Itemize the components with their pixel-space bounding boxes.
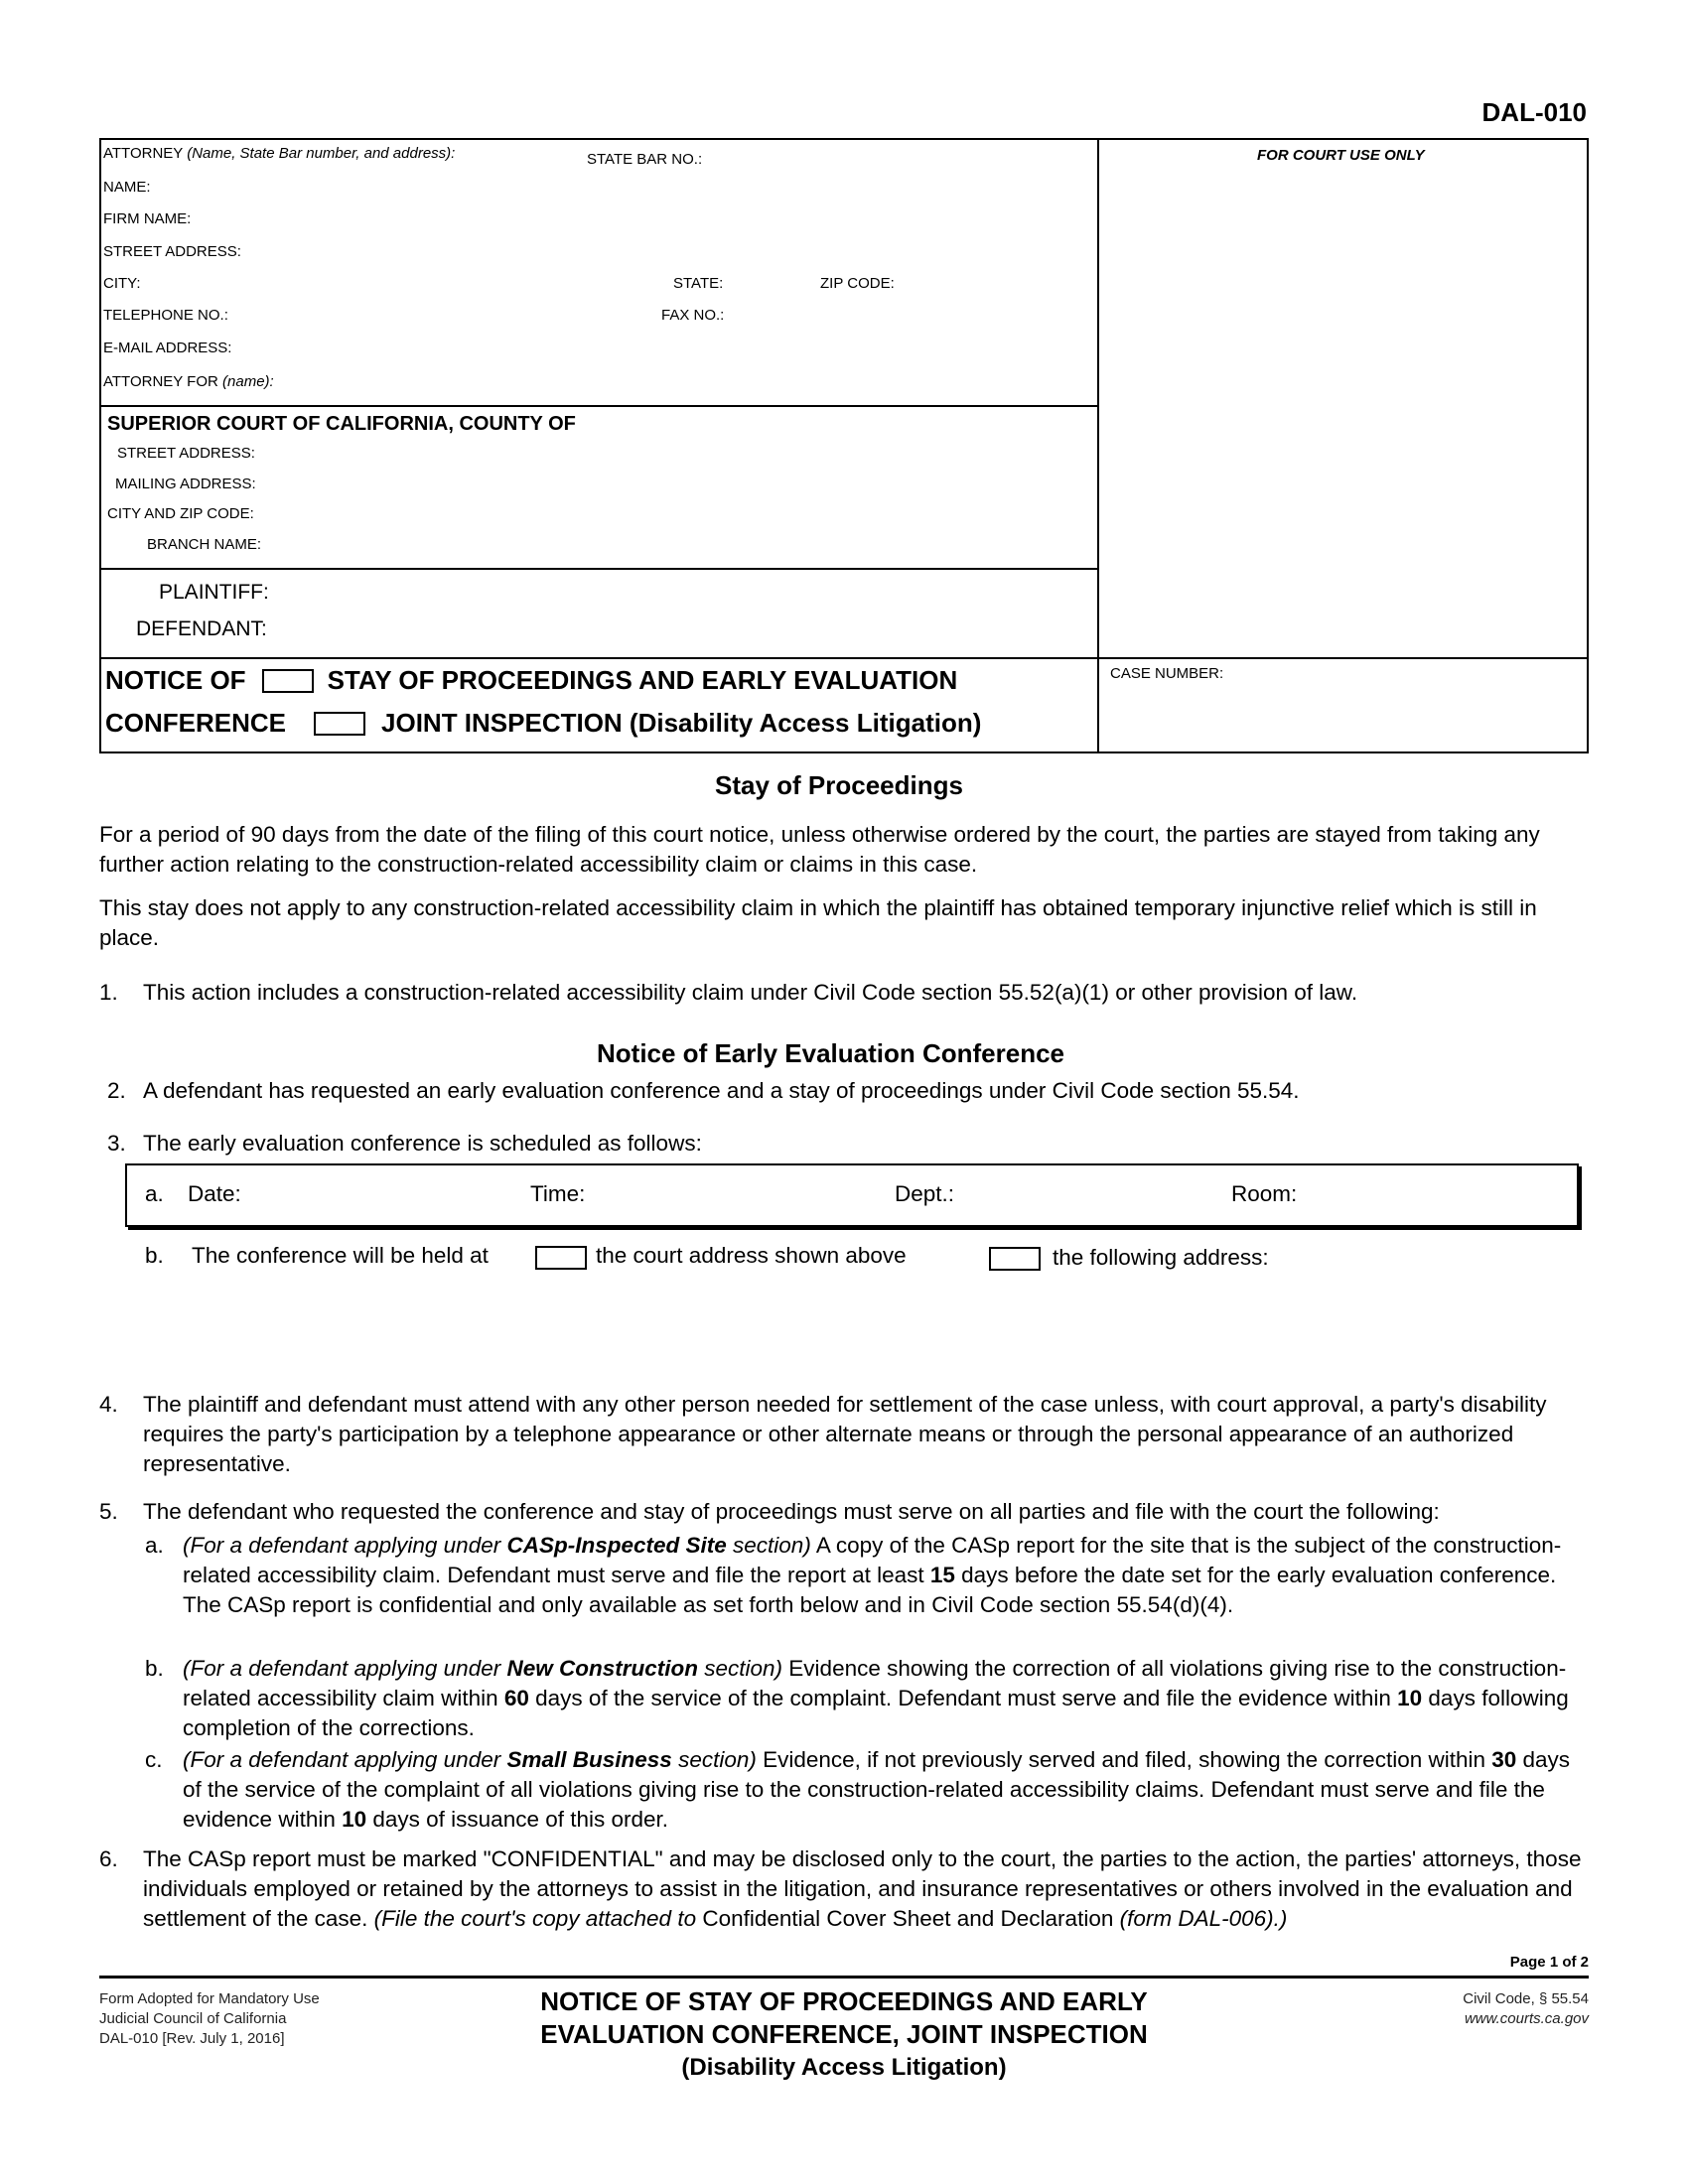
eec-heading: Notice of Early Evaluation Conference — [597, 1038, 1065, 1068]
stay-paragraph-1: For a period of 90 days from the date of the filing of this court notice, unless otherwise ordered by the court, the parties are stayed from taking any further action relating to the construction-related accessibility claim or claims in this case. — [99, 822, 1540, 877]
item-5c-text: (For a defendant applying under Small Business section) Evidence, if not previously served and filed, showing the correction within 30 days of the service of the complaint of all violations giving rise to the construction-related accessibility claims. Defendant must serve and file the evidence within 10 days of issuance of this order. — [183, 1747, 1571, 1832]
item-5b-letter: b. — [145, 1656, 164, 1681]
item-6-text: The CASp report must be marked "CONFIDENTIAL" and may be disclosed only to the court, the parties to the action, the parties' attorneys, those individuals employed or retained by the attorneys to assist in the litigation, and insurance representatives or others involved in the evaluation and settlement of the case. (File the court's copy attached to Confidential Cover Sheet and Declaration (form DAL-006).) — [143, 1846, 1582, 1931]
item-3-text: The early evaluation conference is scheduled as follows: — [143, 1131, 702, 1156]
item-4-text: The plaintiff and defendant must attend with any other person needed for settlement of the case unless, with court approval, a party's disability requires the party's participation by a telephone appearance or other alternate means or through the personal appearance of an authorized representative. — [143, 1392, 1547, 1476]
court-parties-divider — [99, 568, 1098, 570]
schedule-a-letter: a. — [145, 1181, 164, 1206]
parties-notice-divider — [99, 657, 1589, 659]
attorney-label: ATTORNEY (Name, State Bar number, and address): — [103, 145, 456, 162]
held-at-label: The conference will be held at — [192, 1243, 489, 1268]
item-4-number: 4. — [99, 1392, 118, 1417]
court-address-checkbox[interactable] — [535, 1246, 587, 1270]
footer-revision: DAL-010 [Rev. July 1, 2016] — [99, 2030, 285, 2047]
street-address-label: STREET ADDRESS: — [103, 243, 241, 260]
telephone-label: TELEPHONE NO.: — [103, 307, 228, 324]
dept-label[interactable]: Dept.: — [895, 1181, 955, 1206]
item-5a-text: (For a defendant applying under CASp-Inspected Site section) A copy of the CASp report for the site that is the subject of the construction-related accessibility claim. Defendant must serve and file the report at least 15 days before the date set for the early evaluation conference. The CASp report is confidential and only available as set forth below and in Civil Code section 55.54(d)(4). — [183, 1533, 1562, 1617]
joint-inspection-option-label: JOINT INSPECTION (Disability Access Litigation) — [381, 708, 982, 738]
attorney-court-divider — [99, 405, 1098, 407]
court-street-label: STREET ADDRESS: — [117, 445, 255, 462]
court-branch-label: BRANCH NAME: — [147, 536, 262, 553]
room-label[interactable]: Room: — [1231, 1181, 1298, 1206]
item-5a-letter: a. — [145, 1533, 164, 1558]
court-use-only-label: FOR COURT USE ONLY — [1257, 147, 1425, 164]
notice-of-label: NOTICE OF — [105, 665, 246, 695]
name-label: NAME: — [103, 179, 151, 196]
court-mailing-label: MAILING ADDRESS: — [115, 476, 256, 492]
item-1-text: This action includes a construction-related accessibility claim under Civil Code section 55.52(a)(1) or other provision of law. — [143, 980, 1358, 1005]
footer-title-line-1: NOTICE OF STAY OF PROCEEDINGS AND EARLY — [540, 1986, 1148, 2016]
footer-civil-code: Civil Code, § 55.54 — [1463, 1990, 1589, 2007]
item-1-number: 1. — [99, 980, 118, 1005]
joint-inspection-checkbox[interactable] — [314, 712, 365, 736]
case-number-label: CASE NUMBER: — [1110, 665, 1224, 682]
state-label: STATE: — [673, 275, 724, 292]
plaintiff-label: PLAINTIFF: — [159, 581, 269, 604]
caption-box — [99, 138, 1589, 753]
caption-divider-vertical — [1097, 138, 1099, 753]
notice-line-2 — [105, 708, 981, 739]
following-address-label: the following address: — [1053, 1245, 1269, 1270]
court-title: SUPERIOR COURT OF CALIFORNIA, COUNTY OF — [107, 413, 576, 435]
footer-rule — [99, 1976, 1589, 1979]
time-label[interactable]: Time: — [530, 1181, 586, 1206]
item-6-number: 6. — [99, 1846, 118, 1871]
item-3-number: 3. — [107, 1131, 126, 1156]
footer-adopted: Form Adopted for Mandatory Use — [99, 1990, 320, 2007]
conference-label: CONFERENCE — [105, 708, 287, 738]
item-5b-text: (For a defendant applying under New Construction section) Evidence showing the correction of all violations giving rise to the construction-related accessibility claim within 60 days of the service of the complaint. Defendant must serve and file the evidence within 10 days following completion of the corrections. — [183, 1656, 1569, 1740]
item-2-number: 2. — [107, 1078, 126, 1103]
date-label[interactable]: Date: — [188, 1181, 241, 1206]
schedule-box — [125, 1163, 1579, 1227]
notice-line-1 — [105, 665, 957, 696]
stay-paragraph-2: This stay does not apply to any construction-related accessibility claim in which the plaintiff has obtained temporary injunctive relief which is still in place. — [99, 895, 1537, 950]
email-label: E-MAIL ADDRESS: — [103, 340, 232, 356]
item-5c-letter: c. — [145, 1747, 163, 1772]
item-5-number: 5. — [99, 1499, 118, 1524]
state-bar-label: STATE BAR NO.: — [587, 151, 703, 168]
stay-eec-checkbox[interactable] — [262, 669, 314, 693]
item-2-text: A defendant has requested an early evaluation conference and a stay of proceedings under Civil Code section 55.54. — [143, 1078, 1300, 1103]
item-5-text: The defendant who requested the conference and stay of proceedings must serve on all parties and file with the court the following: — [143, 1499, 1440, 1524]
footer-title-line-3: (Disability Access Litigation) — [681, 2054, 1007, 2081]
stay-eec-option-label: STAY OF PROCEEDINGS AND EARLY EVALUATION — [327, 665, 958, 695]
footer-right — [1463, 1989, 1589, 2029]
attorney-for-label: ATTORNEY FOR (name): — [103, 373, 274, 390]
fax-label: FAX NO.: — [661, 307, 725, 324]
footer-left — [99, 1989, 320, 2049]
page-number: Page 1 of 2 — [1509, 1954, 1589, 1971]
footer-title — [447, 1985, 1241, 2084]
form-id: DAL-010 — [1481, 97, 1587, 127]
footer-title-line-2: EVALUATION CONFERENCE, JOINT INSPECTION — [540, 2019, 1148, 2049]
schedule-b-letter: b. — [145, 1243, 164, 1268]
court-address-label: the court address shown above — [596, 1243, 907, 1268]
stay-heading: Stay of Proceedings — [715, 770, 963, 800]
defendant-label: DEFENDANT: — [136, 617, 267, 640]
following-address-checkbox[interactable] — [989, 1247, 1041, 1271]
footer-website-link[interactable]: www.courts.ca.gov — [1464, 2010, 1589, 2027]
footer-council: Judicial Council of California — [99, 2010, 287, 2027]
zip-code-label: ZIP CODE: — [820, 275, 895, 292]
city-label: CITY: — [103, 275, 141, 292]
court-city-zip-label: CITY AND ZIP CODE: — [107, 505, 254, 522]
firm-name-label: FIRM NAME: — [103, 210, 192, 227]
